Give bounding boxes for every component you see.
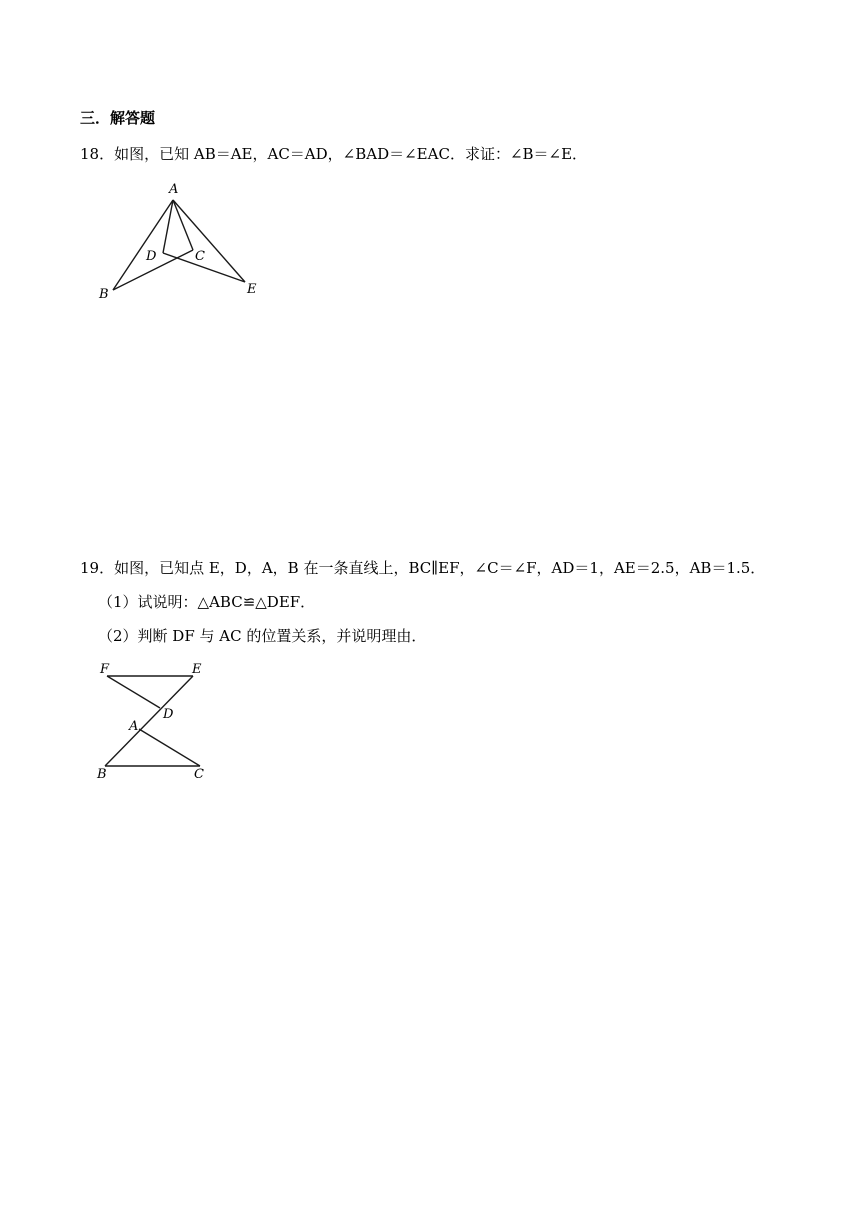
question-18-figure — [90, 180, 290, 310]
point-label-d: D — [163, 707, 174, 722]
segment-ac — [173, 200, 193, 250]
point-label-a: A — [129, 719, 139, 734]
point-label-e: E — [247, 282, 257, 297]
section-heading: 三．解答题 — [80, 109, 156, 127]
segment-fd — [107, 676, 160, 708]
question-18-text: 18．如图，已知 AB＝AE，AC＝AD，∠BAD＝∠EAC．求证：∠B＝∠E． — [80, 145, 588, 163]
point-label-f: F — [100, 662, 110, 677]
segment-eb — [105, 676, 193, 766]
point-label-b: B — [97, 767, 107, 782]
point-label-e: E — [192, 662, 202, 677]
question-19-part-1: （1）试说明：△ABC≌△DEF． — [98, 593, 316, 611]
question-19-figure — [90, 656, 240, 786]
point-label-c: C — [194, 767, 204, 782]
point-label-d: D — [146, 249, 157, 264]
question-19-part-2: （2）判断 DF 与 AC 的位置关系，并说明理由． — [98, 627, 427, 645]
point-label-b: B — [99, 287, 109, 302]
segment-ac — [139, 729, 200, 766]
point-label-a: A — [169, 182, 179, 197]
question-19-text: 19．如图，已知点 E，D，A，B 在一条直线上，BC∥EF，∠C＝∠F，AD＝1，AE＝2.5，AB＝1.5． — [80, 559, 766, 577]
point-label-c: C — [195, 249, 205, 264]
